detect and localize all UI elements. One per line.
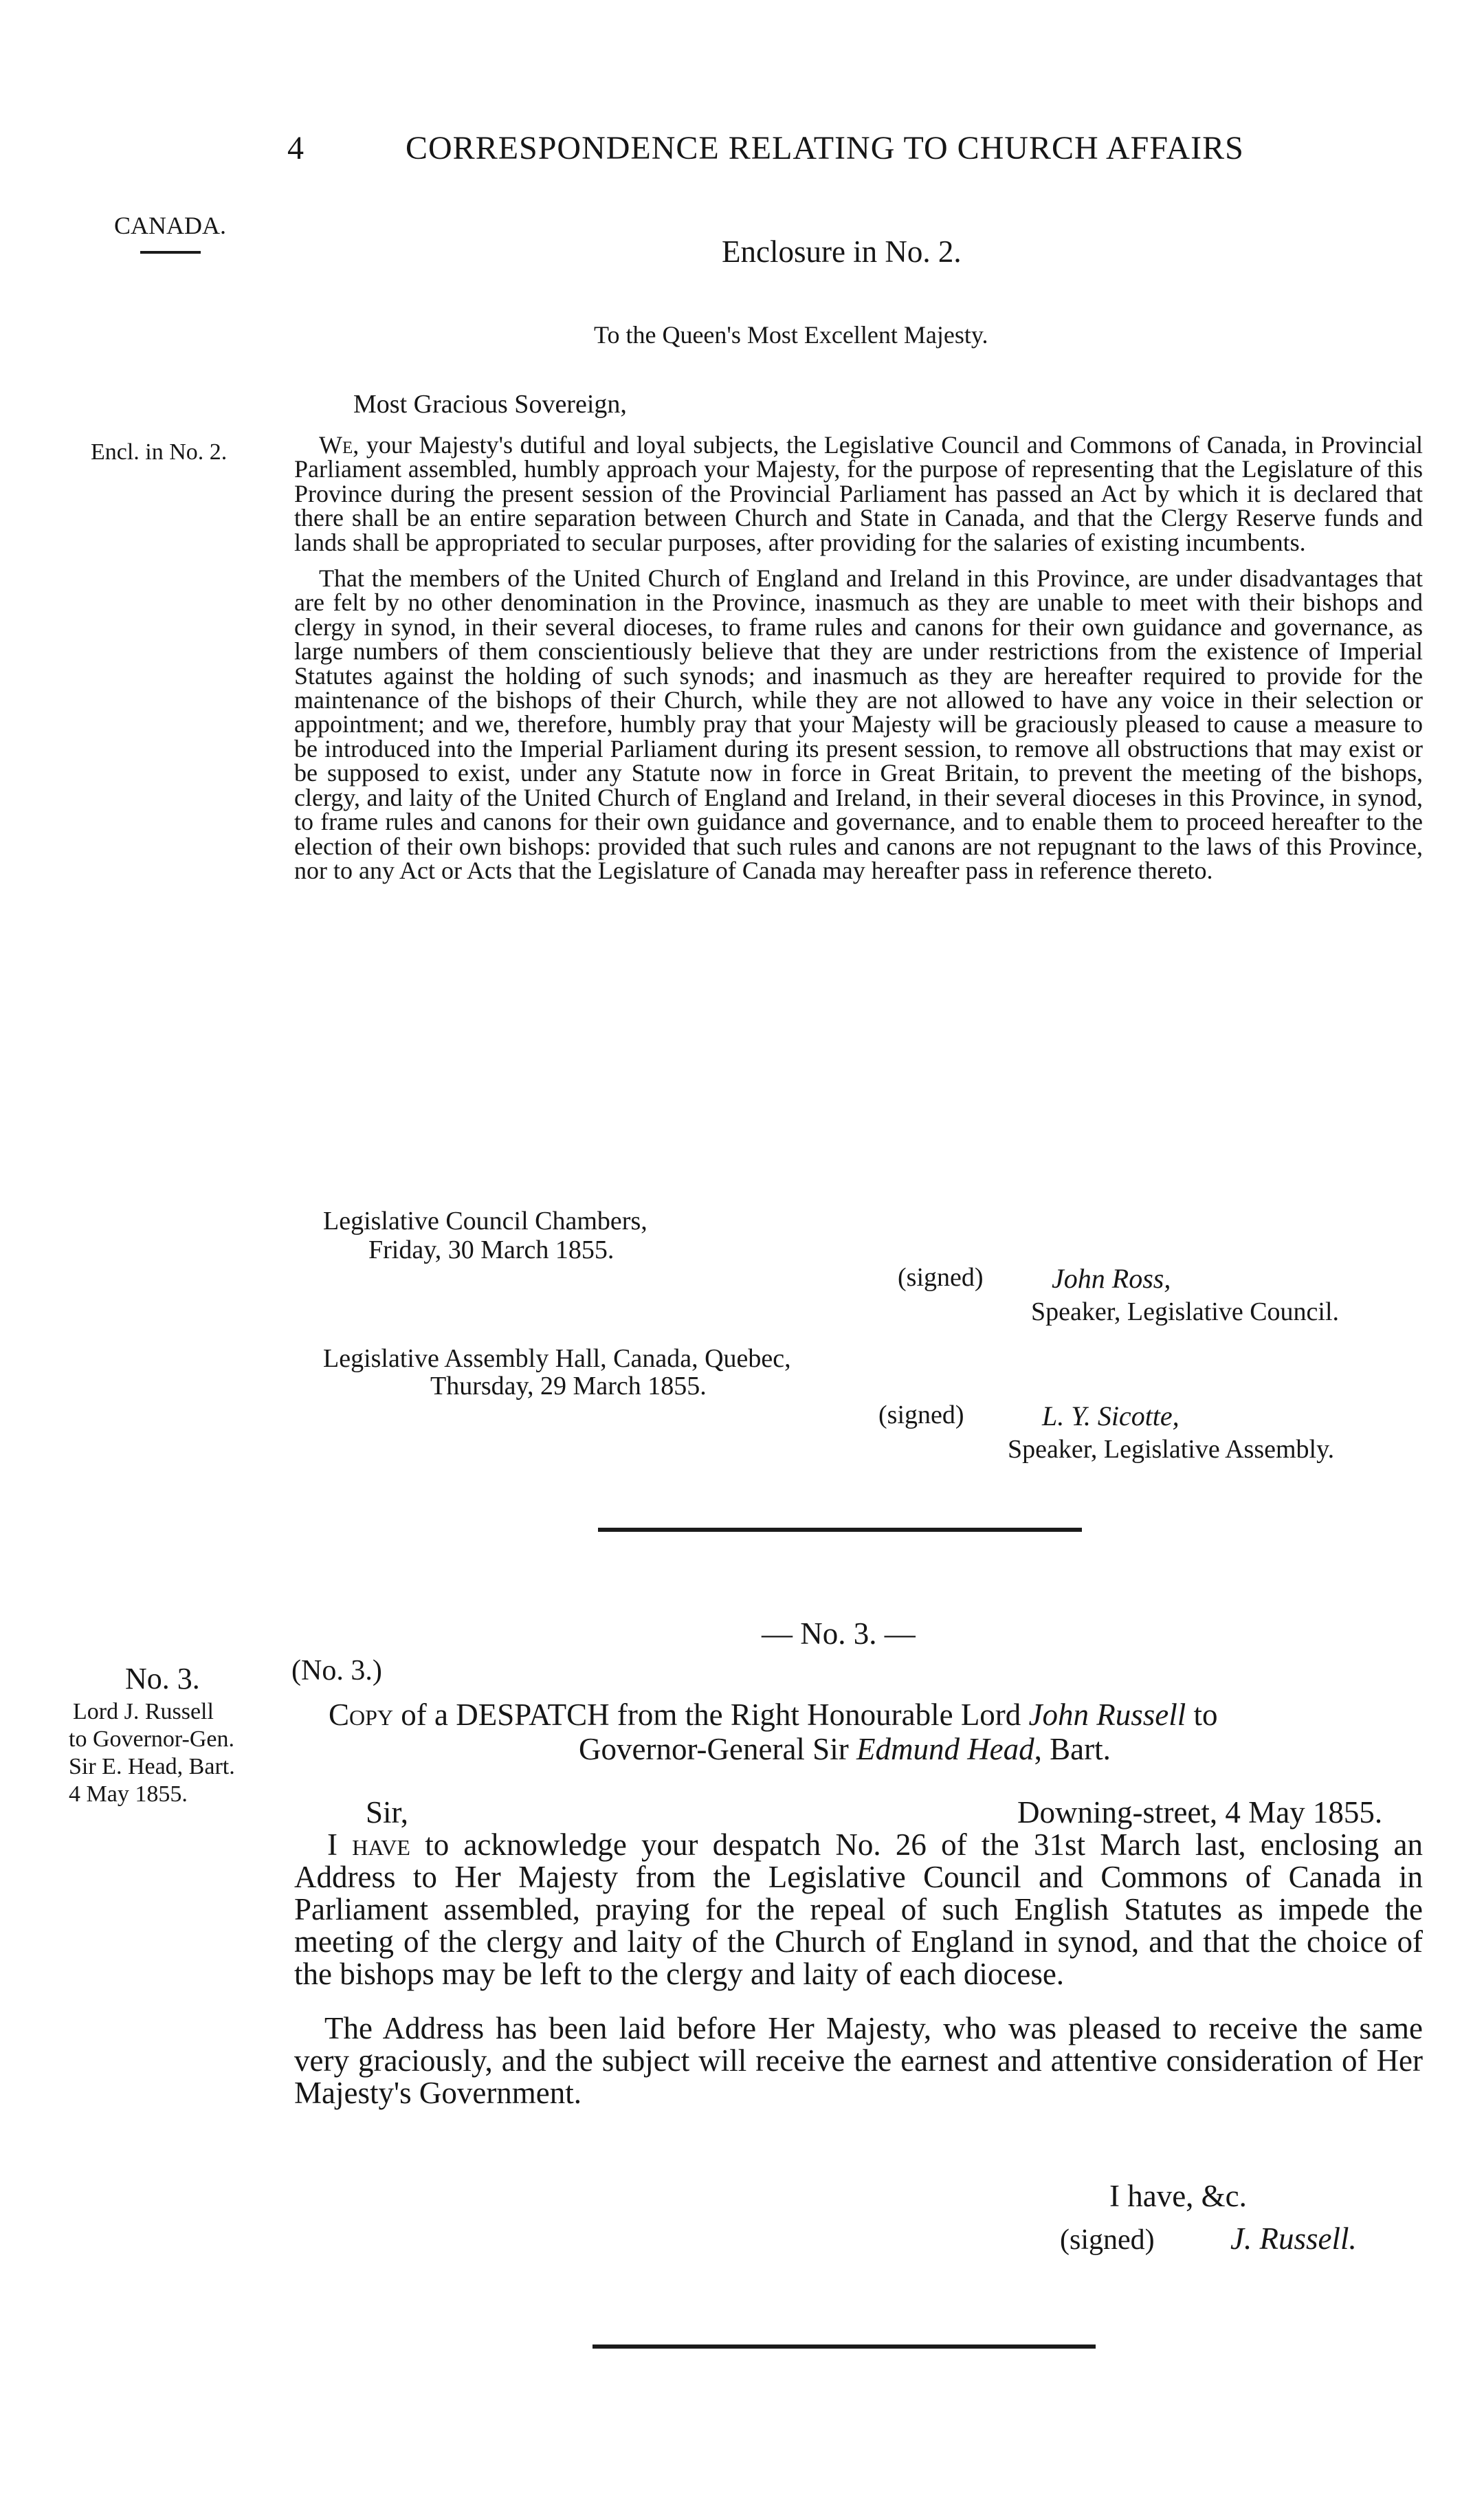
despatch-signer [1230, 2221, 1357, 2256]
enclosure-addressee: To the Queen's Most Excellent Majesty. [594, 321, 988, 349]
enclosure-body [294, 433, 1423, 883]
margin-province: CANADA. [114, 212, 227, 239]
margin-encl-ref: Encl. in No. 2. [91, 439, 228, 465]
despatch-title-line-1 [329, 1697, 1218, 1733]
place2-line2: Thursday, 29 March 1855. [430, 1372, 707, 1401]
despatch-signed: (signed) [1060, 2224, 1155, 2256]
despatch-title-line-2-pre: Governor-General Sir [579, 1732, 849, 1766]
margin-rule [140, 251, 201, 254]
despatch-title-line-2-post: , Bart. [1034, 1732, 1111, 1766]
despatch-paragraph-1 [294, 1829, 1423, 1990]
despatch-title-to: to [1193, 1698, 1218, 1732]
despatch-title-name-1: John Russell [1028, 1698, 1186, 1732]
enclosure-heading: Enclosure in No. 2. [722, 234, 962, 269]
despatch-place-date: Downing-street, 4 May 1855. [1017, 1795, 1383, 1830]
page-number: 4 [287, 130, 304, 166]
despatch-paragraph-1-lead: I have [327, 1827, 410, 1862]
despatch-body [294, 1829, 1423, 2109]
margin-no3-ref: No. 3. [125, 1662, 200, 1695]
enclosure-paragraph-1 [294, 433, 1423, 555]
despatch-title-name-2: Edmund Head [856, 1732, 1034, 1766]
place1-line2: Friday, 30 March 1855. [368, 1235, 614, 1264]
margin-no3-line-3: Sir E. Head, Bart. [69, 1754, 235, 1779]
enclosure-salutation: Most Gracious Sovereign, [353, 390, 627, 419]
despatch-title-main: DESPATCH from the Right Honourable Lord [456, 1698, 1021, 1732]
despatch-title-line-2 [579, 1731, 1111, 1767]
despatch-paragraph-2: The Address has been laid before Her Majesty, who was pleased to receive the same very graciously, and the subject will receive the earnest and attentive consideration of Her Majesty's Government. [294, 2011, 1423, 2110]
signer2-name [1042, 1400, 1180, 1432]
despatch-closing: I have, &c. [1109, 2179, 1247, 2213]
signed-1: (signed) [898, 1263, 984, 1292]
margin-no3-details [69, 1698, 235, 1808]
despatch-salutation: Sir, [366, 1795, 408, 1830]
section-divider [598, 1528, 1082, 1532]
despatch-title-copy: Copy [329, 1698, 394, 1732]
despatch-heading: — No. 3. — [762, 1616, 916, 1651]
despatch-signer-text: J. Russell. [1230, 2221, 1357, 2256]
margin-no3-line-1: Lord J. Russell [73, 1699, 214, 1724]
signer1-name-text: John Ross, [1052, 1263, 1171, 1294]
place2-line1: Legislative Assembly Hall, Canada, Quebec, [323, 1344, 791, 1373]
signer2-name-text: L. Y. Sicotte, [1042, 1401, 1180, 1431]
signer1-title: Speaker, Legislative Council. [1031, 1297, 1340, 1326]
end-divider [593, 2344, 1096, 2349]
signed-2: (signed) [878, 1401, 964, 1429]
despatch-number: (No. 3.) [291, 1655, 382, 1687]
enclosure-paragraph-1-text: , your Majesty's dutiful and loyal subjects, the Legislative Council and Commons of Canada, in Provincial Parliament assembled, humbly approach your Majesty, for the purpose of representing that the Legislature of this Province during the present session of the Provincial Parliament has passed an Act by which it is declared that there shall be an entire separation between Church and State in Canada, and that the Clergy Reserve funds and lands shall be appropriated to secular purposes, after providing for the salaries of existing incumbents. [294, 431, 1423, 556]
place1-line1: Legislative Council Chambers, [323, 1207, 647, 1235]
signer2-title: Speaker, Legislative Assembly. [1008, 1435, 1335, 1464]
margin-no3-line-2: to Governor-Gen. [69, 1726, 235, 1752]
enclosure-paragraph-1-lead: We [319, 431, 353, 459]
page-title: CORRESPONDENCE RELATING TO CHURCH AFFAIRS [406, 130, 1244, 166]
margin-no3-line-4: 4 May 1855. [69, 1781, 188, 1807]
signer1-name [1052, 1262, 1171, 1295]
enclosure-paragraph-2: That the members of the United Church of England and Ireland in this Province, are under disadvantages that are felt by no other denomination in the Province, inasmuch as they are unable to meet with their bishops and clergy in synod, in their several dioceses, to frame rules and canons for their own guidance and governance, as large numbers of them conscientiously believe that they are under restrictions from the existence of Imperial Statutes against the holding of such synods; and inasmuch as they are hereafter required to provide for the maintenance of the bishops of their Church, while they are not allowed to have any voice in their selection or appointment; and we, therefore, humbly pray that your Majesty will be graciously pleased to cause a measure to be introduced into the Imperial Parliament during its present session, to remove all obstructions that may exist or be supposed to exist, under any Statute now in force in Great Britain, to prevent the meeting of the bishops, clergy, and laity of the United Church of England and Ireland, in their several dioceses in this Province, in synod, to frame rules and canons for their own guidance and governance, and to enable them to proceed hereafter to the election of their own bishops: provided that such rules and canons are not repugnant to the laws of this Province, nor to any Act or Acts that the Legislature of Canada may hereafter pass in reference thereto. [294, 564, 1423, 884]
despatch-title-of-a: of a [401, 1698, 448, 1732]
despatch-paragraph-1-text: to acknowledge your despatch No. 26 of the 31st March last, enclosing an Address to Her Majesty from the Legislative Council and Commons of Canada in Parliament assembled, praying for the repeal of such English Statutes as impede the meeting of the clergy and laity of the Church of England in synod, and that the choice of the bishops may be left to the clergy and laity of each diocese. [294, 1827, 1423, 1991]
